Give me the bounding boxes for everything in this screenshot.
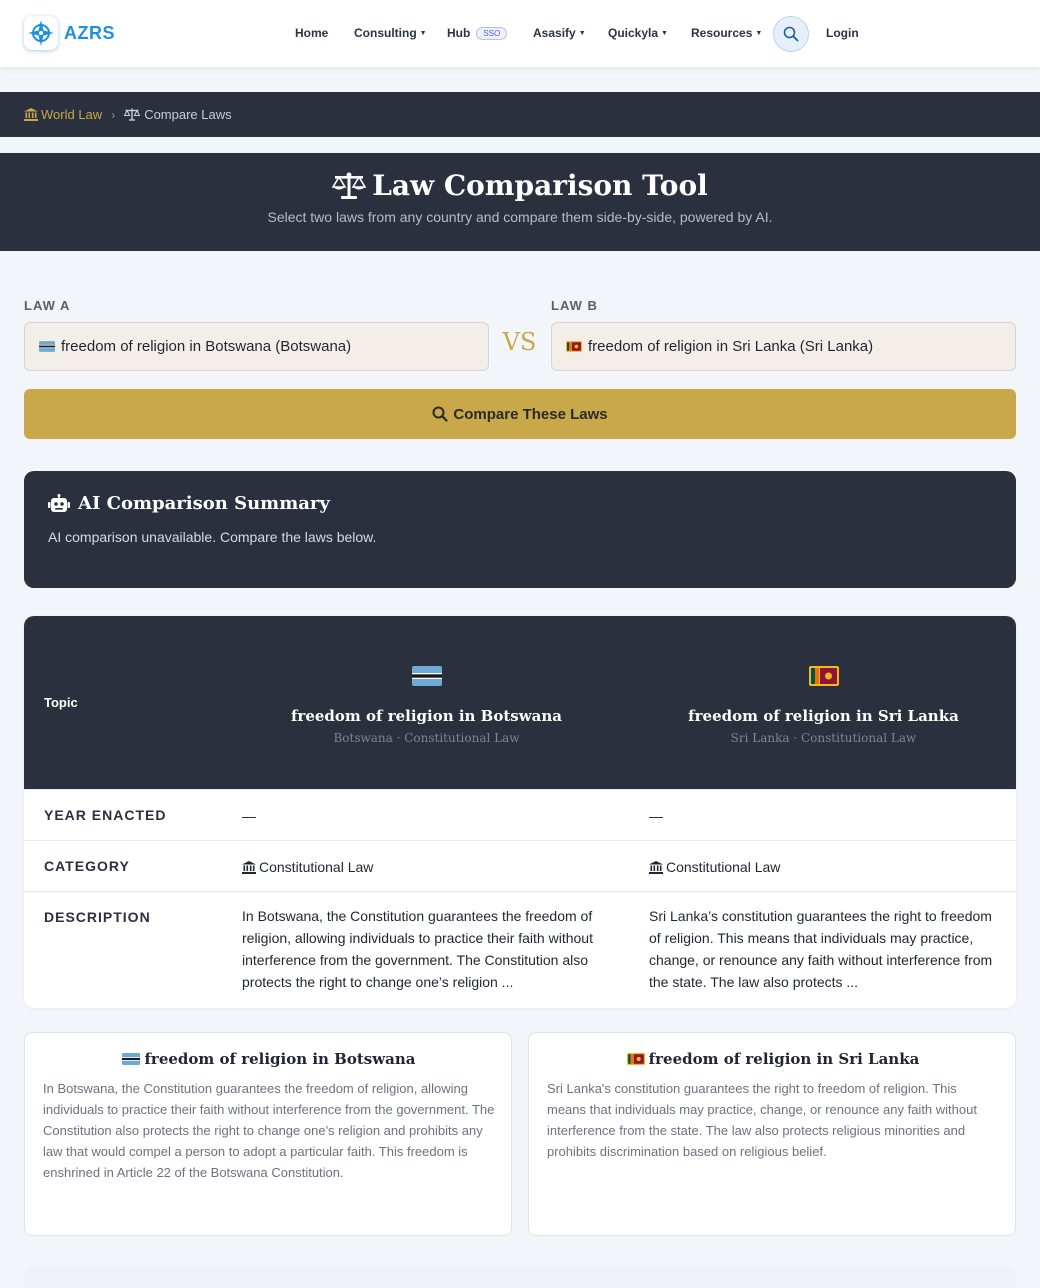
ai-summary-text: AI comparison unavailable. Compare the laws below. [48, 529, 377, 545]
sri-lanka-flag-icon [627, 1053, 645, 1065]
breadcrumb-current [124, 107, 231, 122]
law-b-header [625, 666, 1016, 745]
law-a-header-meta: Botswana · Constitutional Law [333, 731, 520, 745]
nav-resources[interactable] [691, 26, 762, 40]
vs-divider: VS [502, 328, 537, 356]
botswana-flag-icon [122, 1053, 140, 1065]
compare-button-label: Compare These Laws [453, 405, 608, 423]
ai-summary-title-text: AI Comparison Summary [78, 493, 330, 514]
robot-icon [48, 494, 70, 514]
law-a-select[interactable] [24, 322, 489, 371]
nav-hub-label: Hub [447, 26, 471, 40]
law-b-detail-card [528, 1032, 1016, 1236]
comparison-table [24, 616, 1016, 1008]
category-a-text: Constitutional Law [259, 859, 374, 875]
sri-lanka-flag-icon [566, 341, 582, 352]
breadcrumb-bar [0, 92, 1040, 137]
page-subtitle: Select two laws from any country and compare them side-by-side, powered by AI. [267, 209, 773, 225]
next-section-edge [24, 1266, 1016, 1288]
nav-asasify-label: Asasify [533, 26, 576, 40]
law-b-select[interactable] [551, 322, 1016, 371]
page-title [0, 169, 1040, 202]
category-b [649, 856, 780, 878]
law-b-detail-body: Sri Lanka's constitution guarantees the right to freedom of religion. This means that individuals may practice, change, or renounce any faith without interference from the state. The law also protects religious minorities and prohibits discrimination based on religious belief. [547, 1081, 977, 1159]
breadcrumb-home-label: World Law [41, 107, 103, 122]
law-b-header-meta: Sri Lanka · Constitutional Law [730, 731, 917, 745]
landmark-icon [649, 861, 663, 874]
topic-header: Topic [44, 695, 78, 710]
description-b: Sri Lanka’s constitution guarantees the right to freedom of religion. This means that individuals may practice, change, or renounce any faith without interference from the state. The law also protects ... [649, 908, 993, 990]
caret-down-icon: ▼ [419, 30, 427, 37]
nav-home-label: Home [295, 26, 329, 40]
compare-laws-button[interactable] [24, 389, 1016, 439]
law-b-detail-title [529, 1050, 1017, 1068]
botswana-flag-icon [39, 341, 55, 352]
hero-banner [0, 153, 1040, 251]
brand-logo[interactable] [24, 16, 115, 50]
nav-quickyla-label: Quickyla [608, 26, 659, 40]
scale-balance-icon [332, 172, 366, 200]
law-b-value: freedom of religion in Sri Lanka (Sri Lanka) [588, 338, 874, 355]
category-b-text: Constitutional Law [666, 859, 781, 875]
table-row [24, 891, 1016, 1008]
sso-badge: SSO [476, 27, 507, 40]
search-button[interactable] [773, 16, 809, 52]
breadcrumb-world-law[interactable] [24, 107, 102, 122]
law-a-header [228, 666, 625, 745]
sri-lanka-flag-icon [809, 666, 839, 686]
landmark-icon [24, 108, 38, 121]
landmark-icon [242, 861, 256, 874]
search-icon [432, 406, 448, 422]
law-b-detail-title-text: freedom of religion in Sri Lanka [648, 1050, 920, 1068]
nav-login-label: Login [826, 26, 859, 40]
nav-resources-label: Resources [691, 26, 753, 40]
botswana-flag-icon [412, 666, 442, 686]
breadcrumb-separator: › [111, 107, 116, 122]
table-row [24, 840, 1016, 891]
law-a-detail-body: In Botswana, the Constitution guarantees the freedom of religion, allowing individuals to practice their faith without interference from the government. The Constitution also protects the right to change one's religion and prohibits any law that would compel a person to adopt a particular faith. This freedom is enshrined in Article 22 of the Botswana Constitution. [43, 1081, 495, 1180]
nav-hub[interactable] [447, 26, 507, 40]
law-a-value: freedom of religion in Botswana (Botswana) [61, 338, 352, 355]
table-header [24, 616, 1016, 789]
caret-down-icon: ▼ [755, 30, 763, 37]
search-icon [783, 26, 799, 42]
law-a-label: LAW A [24, 298, 71, 313]
law-a-detail-title-text: freedom of religion in Botswana [144, 1050, 416, 1068]
compass-logo-icon [24, 16, 58, 50]
law-b-label: LAW B [551, 298, 598, 313]
page-title-text: Law Comparison Tool [372, 169, 708, 202]
top-navbar [0, 0, 1040, 67]
row-label-category: CATEGORY [44, 858, 130, 874]
year-a: — [242, 808, 256, 824]
row-label-description: DESCRIPTION [44, 909, 151, 925]
row-label-year: YEAR ENACTED [44, 807, 167, 823]
description-a: In Botswana, the Constitution guarantees the freedom of religion, allowing individuals to practice their faith without interference from the government. The Constitution also protects the right to change one’s religion ... [242, 908, 593, 990]
breadcrumb [24, 107, 232, 122]
ai-summary-card [24, 471, 1016, 588]
nav-login[interactable] [826, 26, 859, 40]
brand-name: AZRS [64, 22, 115, 43]
table-row [24, 789, 1016, 840]
nav-quickyla[interactable] [608, 26, 668, 40]
nav-consulting[interactable] [354, 26, 427, 40]
caret-down-icon: ▼ [661, 30, 668, 37]
category-a [242, 856, 373, 878]
breadcrumb-current-label: Compare Laws [144, 107, 232, 122]
law-a-header-name: freedom of religion in Botswana [290, 707, 562, 725]
scale-icon [124, 108, 140, 121]
law-a-detail-title [25, 1050, 513, 1068]
nav-asasify[interactable] [533, 26, 586, 40]
nav-consulting-label: Consulting [354, 26, 417, 40]
year-b: — [649, 808, 663, 824]
ai-summary-title [48, 493, 330, 514]
caret-down-icon: ▼ [578, 30, 586, 37]
nav-home[interactable] [295, 26, 328, 40]
law-b-header-name: freedom of religion in Sri Lanka [688, 707, 959, 725]
law-a-detail-card [24, 1032, 512, 1236]
